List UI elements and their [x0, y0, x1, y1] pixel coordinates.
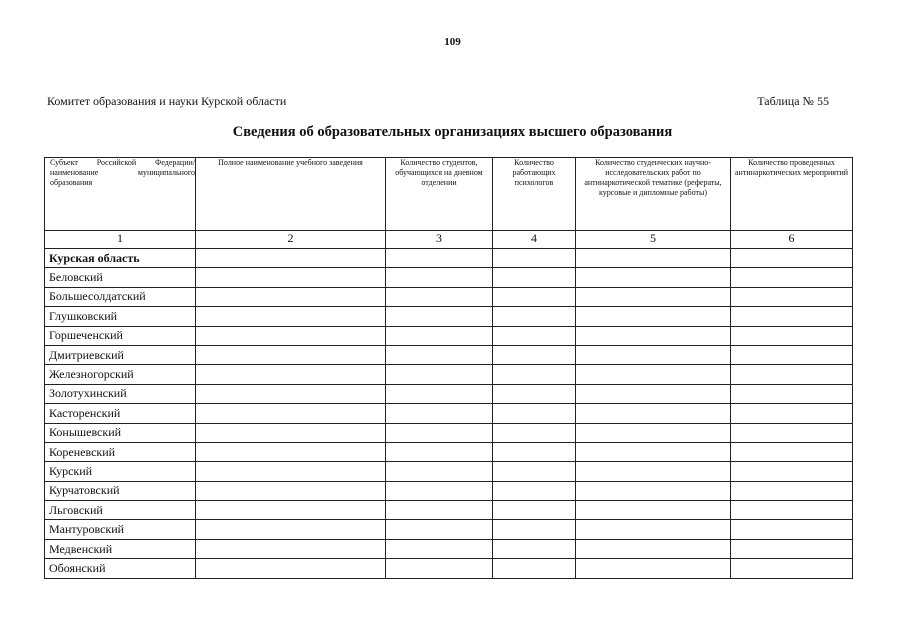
table-cell	[576, 326, 731, 345]
table-cell	[196, 384, 386, 403]
row-name: Льговский	[45, 501, 196, 520]
table-cell	[196, 345, 386, 364]
table-cell	[493, 404, 576, 423]
data-table	[44, 157, 853, 579]
table-row	[45, 539, 853, 558]
row-name: Большесолдатский	[45, 287, 196, 306]
column-header-psychologists: Количество работающих психологов	[493, 158, 576, 231]
table-cell	[576, 345, 731, 364]
table-cell	[731, 268, 853, 287]
table-cell	[386, 365, 493, 384]
table-cell	[493, 481, 576, 500]
table-cell	[576, 520, 731, 539]
table-cell	[731, 404, 853, 423]
table-cell	[386, 539, 493, 558]
table-cell	[386, 307, 493, 326]
table-cell	[576, 384, 731, 403]
table-row	[45, 345, 853, 364]
table-cell	[493, 384, 576, 403]
row-name: Касторенский	[45, 404, 196, 423]
table-cell	[576, 287, 731, 306]
row-name: Курский	[45, 462, 196, 481]
column-header-institution: Полное наименование учебного заведения	[196, 158, 386, 231]
table-cell	[196, 404, 386, 423]
table-row	[45, 307, 853, 326]
table-cell	[196, 365, 386, 384]
table-cell	[576, 249, 731, 268]
table-cell	[196, 481, 386, 500]
table-row	[45, 442, 853, 461]
table-row	[45, 481, 853, 500]
row-name: Курская область	[45, 249, 196, 268]
row-name: Медвенский	[45, 539, 196, 558]
table-cell	[196, 423, 386, 442]
table-cell	[196, 539, 386, 558]
table-cell	[196, 501, 386, 520]
table-cell	[386, 442, 493, 461]
table-cell	[196, 326, 386, 345]
table-cell	[493, 326, 576, 345]
table-cell	[731, 365, 853, 384]
row-name: Кореневский	[45, 442, 196, 461]
table-cell	[576, 423, 731, 442]
row-name: Железногорский	[45, 365, 196, 384]
table-cell	[576, 404, 731, 423]
column-number: 2	[196, 231, 386, 249]
column-number: 5	[576, 231, 731, 249]
table-row	[45, 287, 853, 306]
table-cell	[731, 423, 853, 442]
column-number: 3	[386, 231, 493, 249]
organization-name: Комитет образования и науки Курской области	[47, 94, 287, 108]
table-cell	[196, 520, 386, 539]
column-header-students: Количество студентов, обучающихся на дневном отделении	[386, 158, 493, 231]
column-header-events: Количество проведенных антинаркотических мероприятий	[731, 158, 853, 231]
table-row	[45, 268, 853, 287]
row-name: Мантуровский	[45, 520, 196, 539]
table-row	[45, 423, 853, 442]
document-title: Сведения об образовательных организациях высшего образования	[232, 124, 673, 140]
table-cell	[576, 365, 731, 384]
table-cell	[386, 462, 493, 481]
table-cell	[196, 559, 386, 578]
table-cell	[576, 268, 731, 287]
row-name: Дмитриевский	[45, 345, 196, 364]
table-cell	[386, 501, 493, 520]
table-cell	[386, 249, 493, 268]
column-number-row	[45, 231, 853, 249]
table-cell	[576, 559, 731, 578]
table-cell	[196, 462, 386, 481]
table-cell	[731, 462, 853, 481]
table-cell	[493, 365, 576, 384]
table-cell	[731, 539, 853, 558]
column-number: 4	[493, 231, 576, 249]
table-cell	[731, 520, 853, 539]
table-cell	[493, 287, 576, 306]
table-cell	[731, 559, 853, 578]
table-row	[45, 365, 853, 384]
table-row	[45, 384, 853, 403]
table-cell	[493, 345, 576, 364]
column-header-research-works: Количество студенческих научно-исследовательских работ по антинаркотической тематике (рефераты, курсовые и дипломные работы)	[576, 158, 731, 231]
table-cell	[493, 268, 576, 287]
table-cell	[731, 501, 853, 520]
table-cell	[196, 307, 386, 326]
table-cell	[493, 423, 576, 442]
table-cell	[493, 520, 576, 539]
row-name: Конышевский	[45, 423, 196, 442]
table-cell	[196, 287, 386, 306]
table-cell	[386, 404, 493, 423]
table-row	[45, 462, 853, 481]
table-cell	[386, 268, 493, 287]
table-cell	[731, 287, 853, 306]
table-cell	[493, 539, 576, 558]
table-cell	[386, 520, 493, 539]
row-name: Курчатовский	[45, 481, 196, 500]
table-cell	[386, 287, 493, 306]
row-name: Беловский	[45, 268, 196, 287]
page-number: 109	[444, 36, 461, 48]
table-cell	[386, 481, 493, 500]
row-name: Золотухинский	[45, 384, 196, 403]
table-cell	[196, 442, 386, 461]
table-cell	[386, 559, 493, 578]
table-cell	[493, 559, 576, 578]
table-cell	[576, 462, 731, 481]
table-row	[45, 501, 853, 520]
table-cell	[493, 462, 576, 481]
table-cell	[493, 249, 576, 268]
table-cell	[731, 307, 853, 326]
table-row-region	[45, 249, 853, 268]
column-number: 1	[45, 231, 196, 249]
table-cell	[386, 345, 493, 364]
table-cell	[576, 539, 731, 558]
table-cell	[731, 442, 853, 461]
table-cell	[576, 481, 731, 500]
table-cell	[576, 442, 731, 461]
header-row	[45, 158, 853, 231]
table-cell	[731, 345, 853, 364]
row-name: Обоянский	[45, 559, 196, 578]
table-cell	[731, 384, 853, 403]
table-cell	[576, 307, 731, 326]
table-row	[45, 520, 853, 539]
table-row	[45, 559, 853, 578]
table-row	[45, 404, 853, 423]
table-cell	[493, 501, 576, 520]
row-name: Глушковский	[45, 307, 196, 326]
table-cell	[386, 423, 493, 442]
column-number: 6	[731, 231, 853, 249]
table-cell	[196, 249, 386, 268]
table-row	[45, 326, 853, 345]
table-cell	[386, 326, 493, 345]
table-label: Таблица № 55	[757, 94, 829, 108]
table-cell	[493, 307, 576, 326]
table-cell	[493, 442, 576, 461]
table-cell	[731, 481, 853, 500]
column-header-subject: Субъект Российской Федерации/наименование муниципального образования	[45, 158, 196, 231]
table-cell	[731, 326, 853, 345]
table-cell	[731, 249, 853, 268]
row-name: Горшеченский	[45, 326, 196, 345]
table-cell	[386, 384, 493, 403]
table-cell	[576, 501, 731, 520]
table-cell	[196, 268, 386, 287]
